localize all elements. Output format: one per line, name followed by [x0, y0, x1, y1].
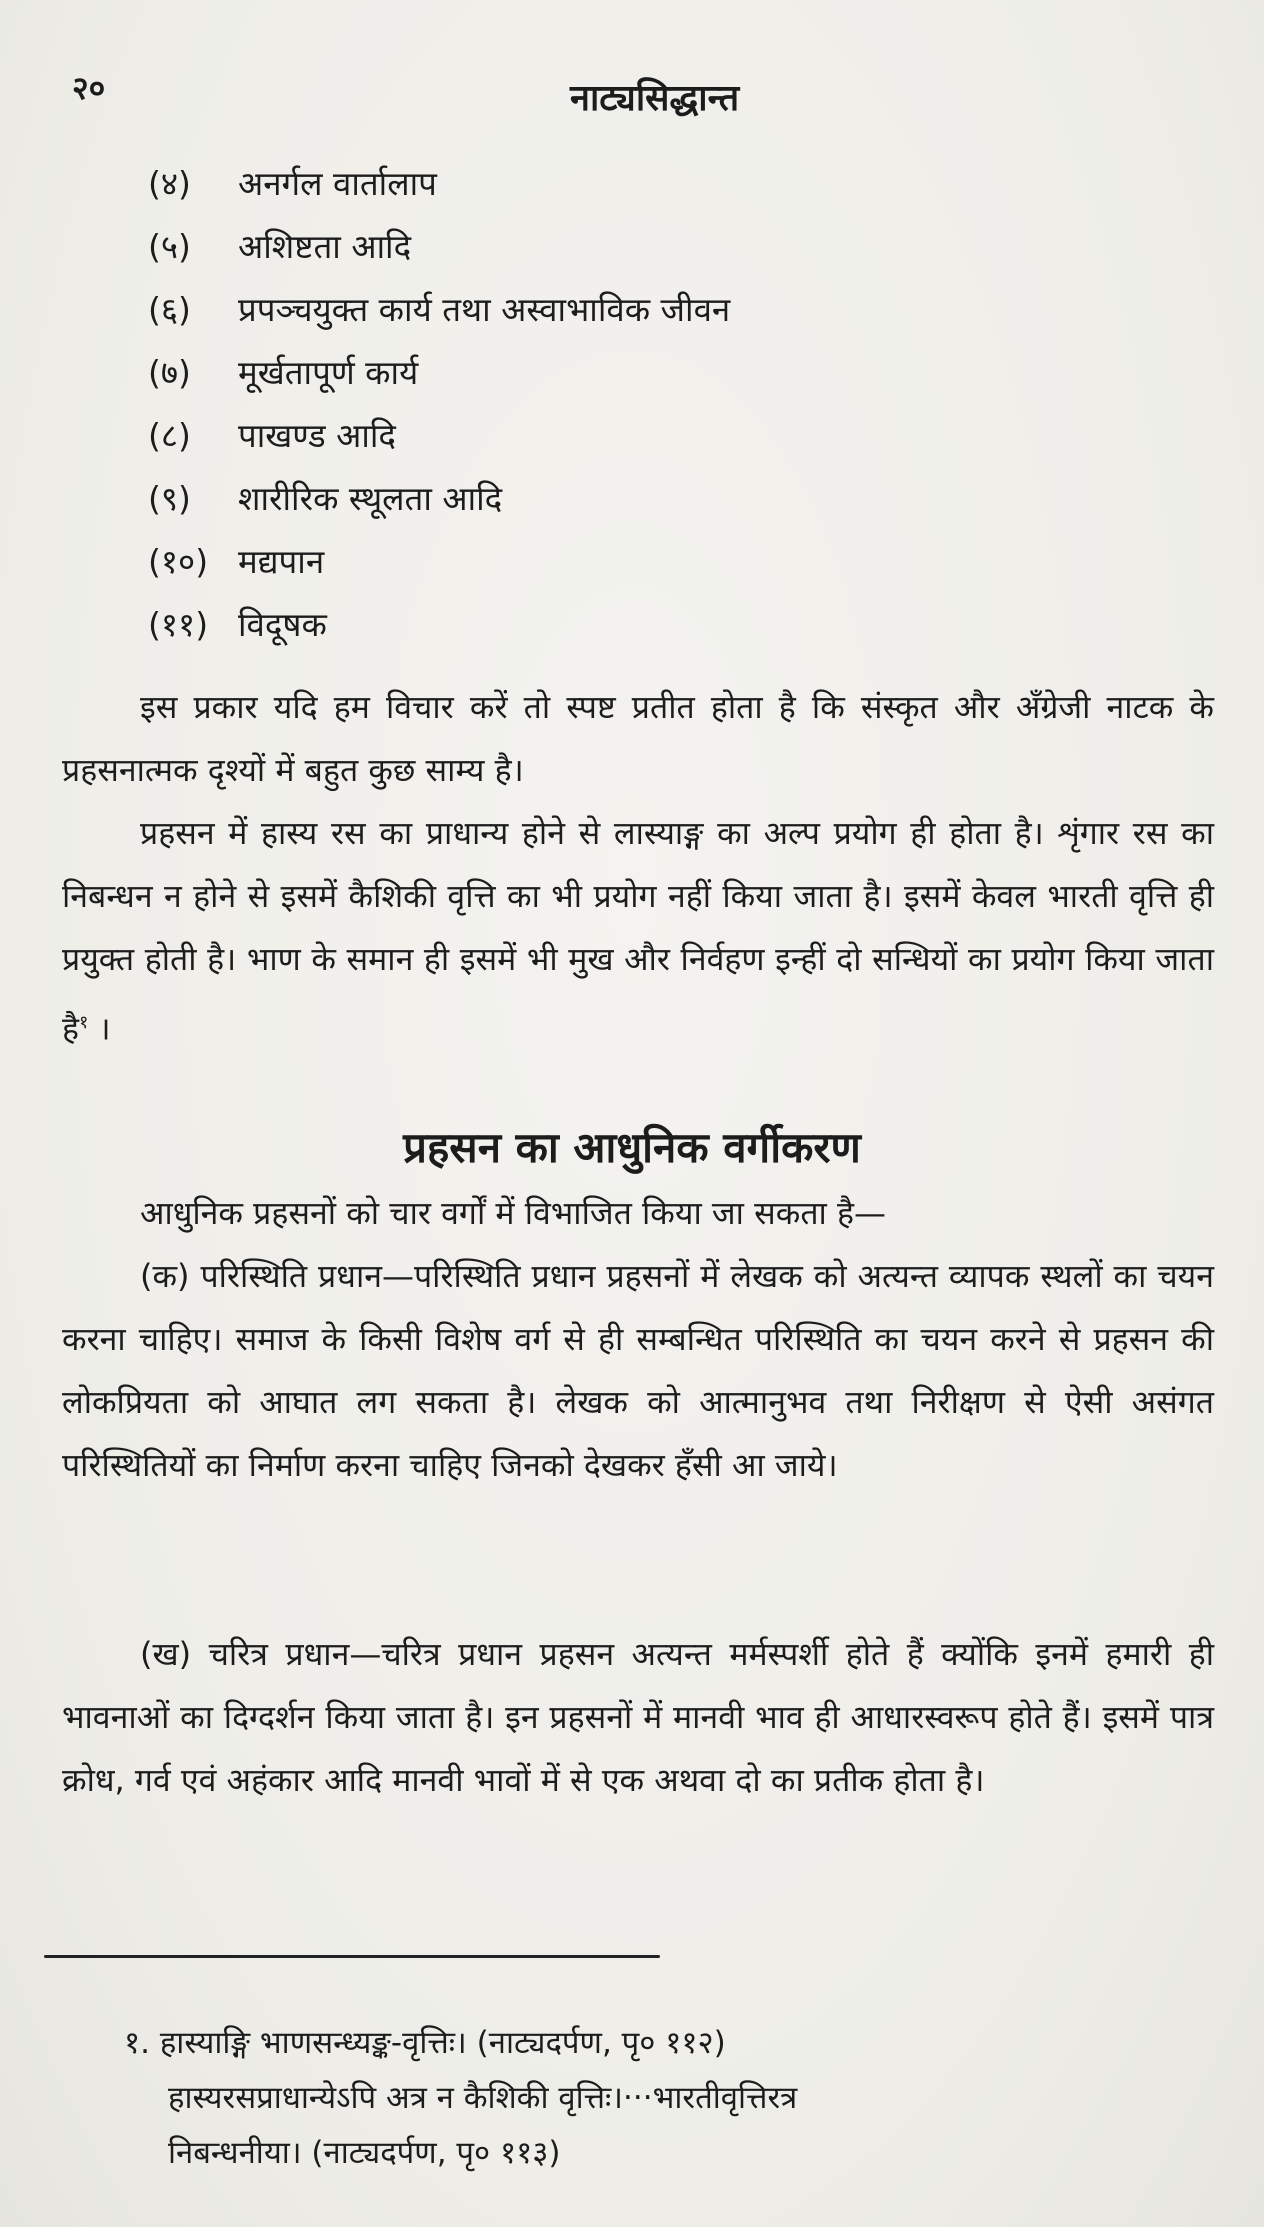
numbered-list — [148, 160, 1148, 664]
list-item-text: विदूषक — [238, 605, 327, 644]
footnote-divider — [44, 1955, 660, 1958]
page-number: २० — [72, 69, 106, 107]
list-item-number: (७) — [148, 353, 191, 392]
list-item-text: अशिष्टता आदि — [238, 227, 412, 266]
list-item-number: (८) — [148, 416, 191, 455]
list-item-number: (५) — [148, 227, 191, 266]
running-title: नाट्यसिद्धान्त — [570, 78, 740, 119]
paragraph-text: इस प्रकार यदि हम विचार करें तो स्पष्ट प्रतीत होता है कि संस्कृत और अँग्रेजी नाटक के प्रहसनात्मक दृश्यों में बहुत कुछ साम्य है। — [62, 688, 1214, 789]
paragraph-rasa — [62, 802, 1214, 1061]
paragraph-intro-classes — [62, 1182, 1214, 1245]
list-item-text: शारीरिक स्थूलता आदि — [238, 479, 503, 518]
paragraph-body: प्रहसन में हास्य रस का प्राधान्य होने से लास्याङ्ग का अल्प प्रयोग ही होता है। शृंगार रस का निबन्धन न होने से इसमें कैशिकी वृत्ति का भी प्रयोग नहीं किया जाता है। इसमें केवल भारती वृत्ति ही प्रयुक्त होती है। भाण के समान ही इसमें भी मुख और निर्वहण इन्हीं दो सन्धियों का प्रयोग किया जाता है — [62, 814, 1214, 1048]
paragraph-situation — [62, 1245, 1214, 1497]
list-item-text: मूर्खतापूर्ण कार्य — [238, 353, 419, 392]
list-item-text: मद्यपान — [238, 542, 325, 581]
paragraph-text: आधुनिक प्रहसनों को चार वर्गों में विभाजित किया जा सकता है— — [140, 1194, 887, 1232]
list-item-number: (९) — [148, 479, 191, 518]
footnote-line: निबन्धनीया। (नाट्यदर्पण, पृ० ११३) — [168, 2135, 561, 2171]
list-item — [148, 475, 1148, 538]
paragraph-character — [62, 1623, 1214, 1812]
paragraph-end: । — [98, 1009, 111, 1048]
list-item-number: (४) — [148, 164, 191, 203]
list-item-text: पाखण्ड आदि — [238, 416, 396, 455]
list-item-text: अनर्गल वार्तालाप — [238, 164, 437, 203]
list-item-number: (११) — [148, 605, 209, 644]
footnote-marker: १ — [79, 1012, 89, 1033]
list-item — [148, 286, 1148, 349]
footnotes — [124, 2016, 1214, 2181]
list-item-number: (६) — [148, 290, 191, 329]
footnote-line: हास्यरसप्राधान्येऽपि अत्र न कैशिकी वृत्तिः।···भारतीवृत्तिरत्र — [168, 2080, 798, 2116]
paragraph-text — [62, 802, 1214, 1061]
footnote-line: १. हास्याङ्गि भाणसन्ध्यङ्क-वृत्तिः। (नाट्यदर्पण, पृ० ११२) — [124, 2025, 726, 2061]
list-item-text: प्रपञ्चयुक्त कार्य तथा अस्वाभाविक जीवन — [238, 290, 731, 329]
paragraph-similarity — [62, 676, 1214, 802]
list-item — [148, 601, 1148, 664]
list-item — [148, 223, 1148, 286]
section-heading: प्रहसन का आधुनिक वर्गीकरण — [403, 1123, 861, 1172]
paragraph-text: (ख) चरित्र प्रधान—चरित्र प्रधान प्रहसन अत्यन्त मर्मस्पर्शी होते हैं क्योंकि इनमें हमारी ही भावनाओं का दिग्दर्शन किया जाता है। इन प्रहसनों में मानवी भाव ही आधारस्वरूप होते हैं। इसमें पात्र क्रोध, गर्व एवं अहंकार आदि मानवी भावों में से एक अथवा दो का प्रतीक होता है। — [62, 1635, 1214, 1799]
list-item — [148, 412, 1148, 475]
list-item-number: (१०) — [148, 542, 209, 581]
paragraph-text: (क) परिस्थिति प्रधान—परिस्थिति प्रधान प्रहसनों में लेखक को अत्यन्त व्यापक स्थलों का चयन करना चाहिए। समाज के किसी विशेष वर्ग से ही सम्बन्धित परिस्थिति का चयन करने से प्रहसन की लोकप्रियता को आघात लग सकता है। लेखक को आत्मानुभव तथा निरीक्षण से ऐसी असंगत परिस्थितियों का निर्माण करना चाहिए जिनको देखकर हँसी आ जाये। — [62, 1257, 1214, 1484]
list-item — [148, 160, 1148, 223]
list-item — [148, 538, 1148, 601]
list-item — [148, 349, 1148, 412]
page-header — [0, 66, 1264, 126]
